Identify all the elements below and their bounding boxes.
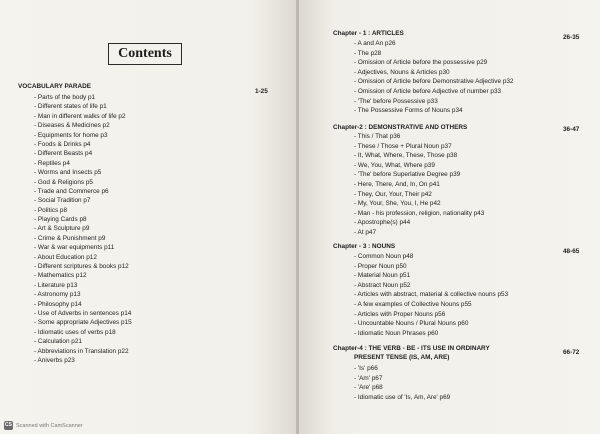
list-item: - Mathematics p12 <box>34 272 87 280</box>
list-item: - Common Noun p48 <box>354 253 414 260</box>
list-item: - It, What, Where, These, Those p38 <box>354 152 458 160</box>
list-item: - Aniverbs p23 <box>34 356 75 364</box>
list-item: - Use of Adverbs in sentences p14 <box>34 309 132 317</box>
list-item: - Uncountable Nouns / Plural Nouns p60 <box>354 320 469 328</box>
list-item: - Man in different walks of life p2 <box>34 112 126 120</box>
list-item: - Omission of Article before Demonstrative Adjective p32 <box>354 78 514 86</box>
chapter-3-title: Chapter - 3 : NOUNS <box>333 243 396 250</box>
list-item: - A few examples of Collective Nouns p55 <box>354 300 472 308</box>
list-item: - Some appropriate Adjectives p15 <box>34 319 132 327</box>
list-item: - Reptiles p4 <box>34 159 70 167</box>
list-item: - At p47 <box>354 228 377 236</box>
list-item: - Foods & Drinks p4 <box>34 140 91 148</box>
scanner-text: Scanned with CamScanner <box>16 422 83 429</box>
list-item: - Proper Noun p50 <box>354 262 407 270</box>
list-item: - Worms and Insects p5 <box>34 169 102 177</box>
section-title: VOCABULARY PARADE <box>18 83 92 90</box>
list-item: - Adjectives, Nouns & Articles p30 <box>354 68 450 76</box>
chapter-4-title: Chapter-4 : THE VERB - BE - ITS USE IN ORDINARY <box>333 345 490 352</box>
chapter-2-title: Chapter-2 : DEMONSTRATIVE AND OTHERS <box>333 124 468 131</box>
list-item: - Calculation p21 <box>34 338 82 346</box>
list-item: - Abbreviations in Translation p22 <box>34 347 129 355</box>
list-item: - My, Your, She, You, I, He p42 <box>354 200 441 208</box>
list-item: - 'The' before Possessive p33 <box>354 97 438 105</box>
list-item: - God & Religions p5 <box>34 178 93 186</box>
chapter-4-range: 66-72 <box>563 349 580 356</box>
list-item: - Here, There, And, In, On p41 <box>354 180 440 188</box>
list-item: - A and An p26 <box>354 40 396 47</box>
list-item: - Astronomy p13 <box>34 291 81 299</box>
list-item: - Idiomatic use of 'Is, Am, Are' p69 <box>354 393 451 401</box>
list-item: - Art & Sculpture p9 <box>34 225 90 233</box>
contents-title: Contents <box>108 43 182 65</box>
list-item: - Material Noun p51 <box>354 272 411 280</box>
list-item: - Idiomatic Noun Phrases p60 <box>354 329 439 337</box>
list-item: - The Possessive Forms of Nouns p34 <box>354 107 463 115</box>
list-item: - Idiomatic uses of verbs p18 <box>34 328 116 336</box>
list-item: - Parts of the body p1 <box>34 94 96 101</box>
chapter-4-title-line2: PRESENT TENSE (IS, AM, ARE) <box>354 354 450 361</box>
chapter-1-range: 26-35 <box>563 34 580 41</box>
list-item: - Articles with abstract, material & collective nouns p53 <box>354 291 509 299</box>
list-item: - Diseases & Medicines p2 <box>34 122 110 130</box>
chapter-1-title: Chapter - 1 : ARTICLES <box>333 30 404 37</box>
chapter-2-list <box>354 132 484 238</box>
list-item: - About Education p12 <box>34 253 97 261</box>
list-item: - They, Our, Your, Their p42 <box>354 190 432 198</box>
list-item: - 'Am' p67 <box>354 374 383 382</box>
list-item: - Politics p8 <box>34 206 68 214</box>
list-item: - Crime & Punishment p9 <box>34 234 106 242</box>
chapter-3-list <box>354 252 508 338</box>
list-item: - Omission of Article before Adjective of number p33 <box>354 87 502 95</box>
list-item: - Literature p13 <box>34 281 78 289</box>
list-item: - Apostrophe(s) p44 <box>354 219 411 227</box>
list-item: - Different states of life p1 <box>34 103 107 111</box>
list-item: - 'Is' p66 <box>354 365 378 372</box>
list-item: - Different scriptures & books p12 <box>34 263 129 271</box>
list-item: - Abstract Noun p52 <box>354 281 411 289</box>
list-item: - We, You, What, Where p39 <box>354 161 435 169</box>
left-page <box>0 0 297 434</box>
chapter-1-list <box>354 39 513 116</box>
chapter-4-list <box>354 364 450 402</box>
chapter-3-range: 48-65 <box>563 248 580 255</box>
list-item: - Trade and Commerce p6 <box>34 187 109 195</box>
list-item: - Articles with Proper Nouns p56 <box>354 310 446 318</box>
list-item: - This / That p36 <box>354 133 401 140</box>
left-item-list <box>34 93 132 365</box>
list-item: - Man - his profession, religion, nationality p43 <box>354 209 485 217</box>
right-page <box>299 0 600 434</box>
list-item: - Different Beasts p4 <box>34 150 93 158</box>
list-item: - War & war equipments p11 <box>34 244 115 252</box>
camscanner-icon: CS <box>5 422 12 428</box>
list-item: - 'Are' p68 <box>354 384 383 392</box>
list-item: - Omission of Article before the possessive p29 <box>354 59 488 67</box>
list-item: - 'The' before Superlative Degree p39 <box>354 171 461 179</box>
list-item: - Equipments for home p3 <box>34 131 108 139</box>
scanner-watermark <box>4 421 83 430</box>
list-item: - The p28 <box>354 49 382 57</box>
list-item: - Playing Cards p8 <box>34 216 87 224</box>
list-item: - Social Tradition p7 <box>34 197 91 205</box>
list-item: - Philosophy p14 <box>34 300 82 308</box>
chapter-2-range: 36-47 <box>563 126 580 133</box>
section-range: 1-25 <box>255 88 268 95</box>
list-item: - These / Those + Plural Noun p37 <box>354 142 452 150</box>
